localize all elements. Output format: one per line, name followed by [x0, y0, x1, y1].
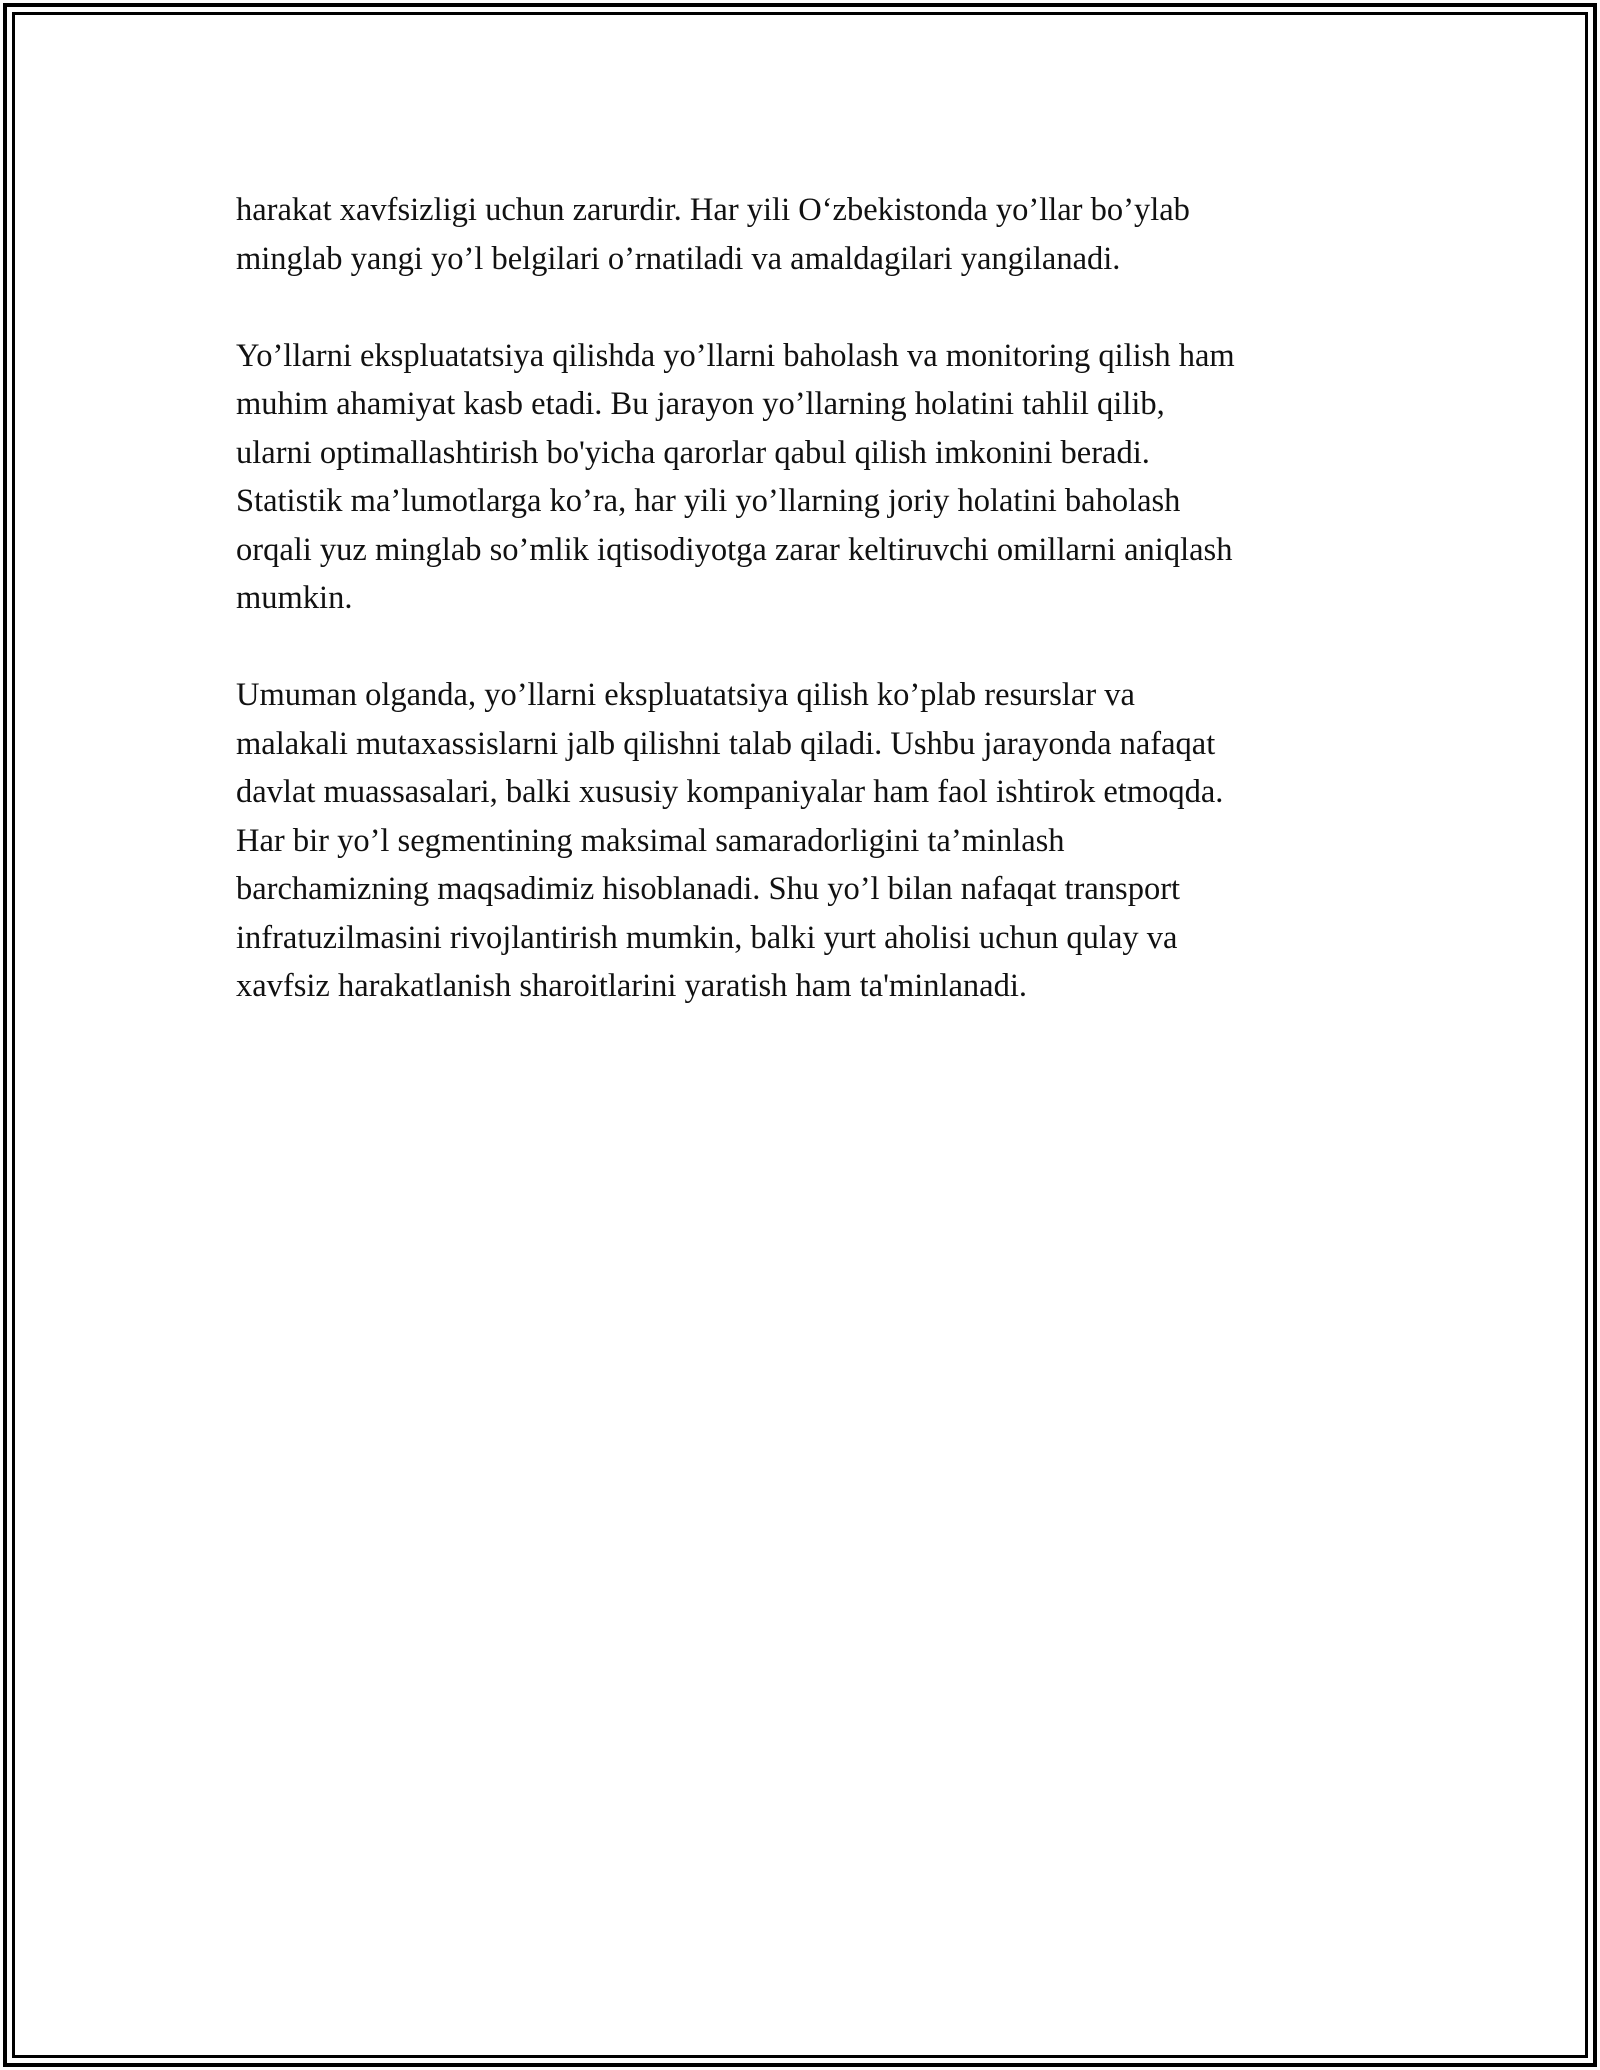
text-line: xavfsiz harakatlanish sharoitlarini yaratish ham ta'minlanadi. — [236, 968, 1028, 1004]
text-line: malakali mutaxassislarni jalb qilishni talab qiladi. Ushbu jarayonda nafaqat — [236, 725, 1216, 762]
text-line: minglab yangi yo’l belgilari o’rnatiladi va amaldagilari yangilanadi. — [236, 240, 1121, 277]
text-line: harakat xavfsizligi uchun zarurdir. Har yili O‘zbekistonda yo’llar bo’ylab — [236, 192, 1190, 228]
text-line: davlat muassasalari, balki xususiy kompaniyalar ham faol ishtirok etmoqda. — [236, 774, 1224, 810]
paragraph-2 — [236, 332, 1386, 623]
document-body — [236, 186, 1386, 1059]
text-line: infratuzilmasini rivojlantirish mumkin, balki yurt aholisi uchun qulay va — [236, 919, 1178, 956]
text-line: muhim ahamiyat kasb etadi. Bu jarayon yo’llarning holatini tahlil qilib, — [236, 386, 1165, 422]
text-line: Statistik ma’lumotlarga ko’ra, har yili yo’llarning joriy holatini baholash — [236, 483, 1181, 519]
text-line: ularni optimallashtirish bo'yicha qarorlar qabul qilish imkonini beradi. — [236, 434, 1150, 471]
text-line: Umuman olganda, yo’llarni ekspluatatsiya qilish ko’plab resurslar va — [236, 677, 1135, 713]
paragraph-1 — [236, 186, 1386, 283]
text-line: mumkin. — [236, 580, 353, 616]
text-line: Yo’llarni ekspluatatsiya qilishda yo’llarni baholash va monitoring qilish ham — [236, 337, 1235, 374]
text-line: orqali yuz minglab so’mlik iqtisodiyotga zarar keltiruvchi omillarni aniqlash — [236, 531, 1233, 568]
text-line: Har bir yo’l segmentining maksimal samaradorligini ta’minlash — [236, 822, 1065, 859]
text-line: barchamizning maqsadimiz hisoblanadi. Shu yo’l bilan nafaqat transport — [236, 871, 1181, 907]
paragraph-3 — [236, 671, 1386, 1011]
